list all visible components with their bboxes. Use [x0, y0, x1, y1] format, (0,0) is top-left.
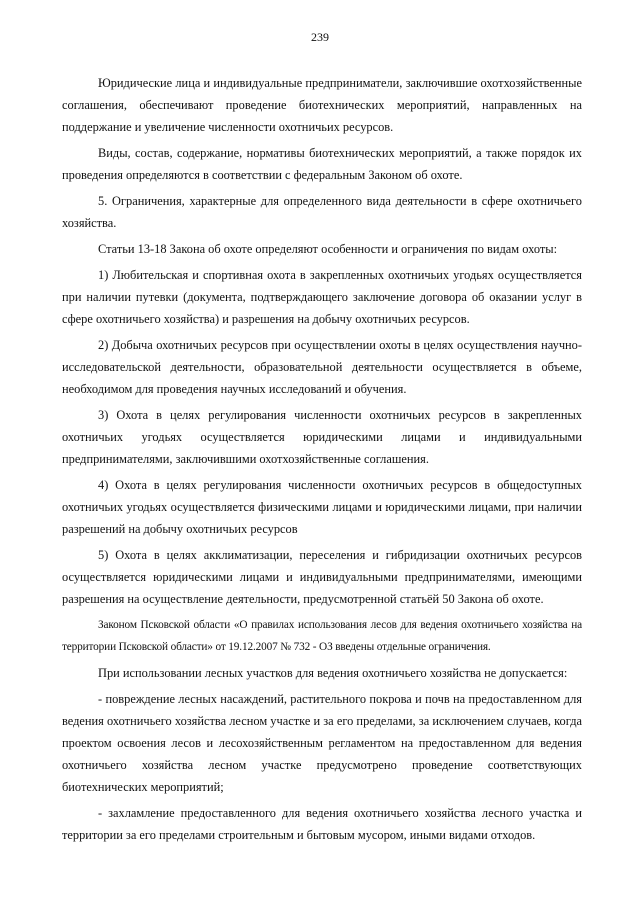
list-item: 5) Охота в целях акклиматизации, переселения и гибридизации охотничьих ресурсов осуществляется юридическими лицами и индивидуальными предпринимателями, имеющими разрешения на осуществление деятельности, предусмотренной статьёй 50 Закона об охоте.	[62, 548, 582, 606]
list-item: 1) Любительская и спортивная охота в закрепленных охотничьих угодьях осуществляется при наличии путевки (документа, подтверждающего заключение договора об оказании услуг в сфере охотничьего хозяйства) и разрешения на добычу охотничьих ресурсов.	[62, 268, 582, 326]
law-reference-note: Законом Псковской области «О правилах использования лесов для ведения охотничьего хозяйства на территории Псковской области» от 19.12.2007 № 732 - ОЗ введены отдельные ограничения.	[62, 619, 582, 653]
document-body	[62, 72, 582, 850]
paragraph: Статьи 13-18 Закона об охоте определяют особенности и ограничения по видам охоты:	[98, 242, 558, 256]
paragraph: При использовании лесных участков для ведения охотничьего хозяйства не допускается:	[98, 666, 568, 680]
list-item: 3) Охота в целях регулирования численности охотничьих ресурсов в закрепленных охотничьих угодьях осуществляется юридическими лицами и индивидуальными предпринимателями, заключившими охотхозяйственные соглашения.	[62, 408, 582, 466]
paragraph: Юридические лица и индивидуальные предприниматели, заключившие охотхозяйственные соглашения, обеспечивают проведение биотехнических мероприятий, направленных на поддержание и увеличение численности охотничьих ресурсов.	[62, 76, 582, 134]
paragraph: Виды, состав, содержание, нормативы биотехнических мероприятий, а также порядок их проведения определяются в соответствии с федеральным Законом об охоте.	[62, 146, 582, 182]
list-item: 2) Добыча охотничьих ресурсов при осуществлении охоты в целях осуществления научно-исследовательской деятельности, образовательной деятельности осуществляется в объеме, необходимом для проведения научных исследований и обучения.	[62, 338, 582, 396]
list-item: 4) Охота в целях регулирования численности охотничьих ресурсов в общедоступных охотничьих угодьях осуществляется физическими лицами и юридическими лицами, при наличии разрешений на добычу охотничьих ресурсов	[62, 478, 582, 536]
list-item: - захламление предоставленного для ведения охотничьего хозяйства лесного участка и территории за его пределами строительным и бытовым мусором, иными видами отходов.	[62, 806, 582, 842]
section-heading: 5. Ограничения, характерные для определенного вида деятельности в сфере охотничьего хозяйства.	[62, 194, 582, 230]
list-item: - повреждение лесных насаждений, растительного покрова и почв на предоставленном для ведения охотничьего хозяйства лесном участке и за его пределами, за исключением случаев, когда проектом освоения лесов и лесохозяйственным регламентом на предоставленном для ведения охотничьего хозяйства лесном участке предусмотрено проведение соответствующих биотехнических мероприятий;	[62, 692, 582, 794]
page-number: 239	[311, 30, 329, 44]
